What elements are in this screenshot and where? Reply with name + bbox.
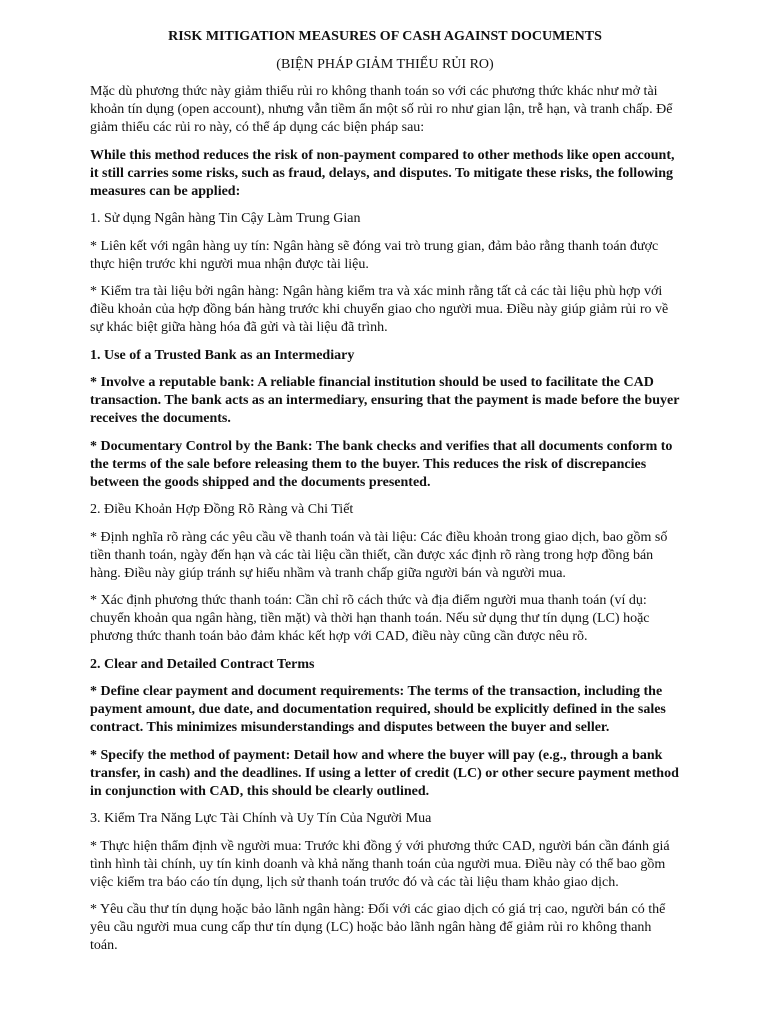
document-page [90, 24, 680, 955]
paragraph-3b-vi: * Yêu cầu thư tín dụng hoặc bảo lãnh ngân hàng: Đối với các giao dịch có giá trị cao, người bán có thể yêu cầu người mua cung cấp thư tín dụng (LC) hoặc bảo lãnh ngân hàng để giảm rủi ro không thanh toán. [90, 902, 666, 953]
paragraph-intro-en: While this method reduces the risk of non-payment compared to other methods like open account, it still carries some risks, such as fraud, delays, and disputes. To mitigate these risks, the following measures can be applied: [90, 147, 675, 199]
heading-1-vi: 1. Sử dụng Ngân hàng Tin Cậy Làm Trung Gian [90, 211, 361, 226]
heading-3-vi: 3. Kiểm Tra Năng Lực Tài Chính và Uy Tín Của Người Mua [90, 811, 432, 826]
paragraph-1a-vi: * Liên kết với ngân hàng uy tín: Ngân hàng sẽ đóng vai trò trung gian, đảm bảo rằng thanh toán được thực hiện trước khi người mua nhận được tài liệu. [90, 238, 659, 272]
paragraph-2a-en: * Define clear payment and document requirements: The terms of the transaction, including the payment amount, due date, and documentation required, should be explicitly defined in the sales contract. This minimizes misunderstandings and disputes between the buyer and seller. [90, 684, 666, 735]
document-subtitle: (BIỆN PHÁP GIẢM THIỂU RỦI RO) [276, 57, 494, 72]
paragraph-1b-vi: * Kiểm tra tài liệu bởi ngân hàng: Ngân hàng kiểm tra và xác minh rằng tất cả các tài liệu phù hợp với điều khoản của hợp đồng bán hàng trước khi chuyển giao cho người mua. Điều này giúp giảm rủi ro về sự khác biệt giữa hàng hóa đã gửi và tài liệu đã trình. [90, 284, 669, 335]
paragraph-2b-en: * Specify the method of payment: Detail how and where the buyer will pay (e.g., through a bank transfer, in cash) and the deadlines. If using a letter of credit (LC) or other secure payment method in conjunction with CAD, this should be clearly outlined. [90, 747, 679, 799]
heading-2-en: 2. Clear and Detailed Contract Terms [90, 656, 315, 672]
paragraph-2b-vi: * Xác định phương thức thanh toán: Cần chỉ rõ cách thức và địa điểm người mua thanh toán (ví dụ: chuyển khoản qua ngân hàng, tiền mặt) và thời hạn thanh toán. Nếu sử dụng thư tín dụng (LC) hoặc phương thức thanh toán bảo đảm khác kết hợp với CAD, điều này cũng cần được nêu rõ. [90, 593, 650, 644]
heading-1-en: 1. Use of a Trusted Bank as an Intermediary [90, 347, 355, 363]
paragraph-1a-en: * Involve a reputable bank: A reliable financial institution should be used to facilitate the CAD transaction. The bank acts as an intermediary, ensuring that the payment is made before the buyer receives the documents. [90, 375, 680, 426]
paragraph-1b-en: * Documentary Control by the Bank: The bank checks and verifies that all documents conform to the terms of the sale before releasing them to the buyer. This reduces the risk of discrepancies between the goods shipped and the documents presented. [90, 438, 673, 490]
heading-2-vi: 2. Điều Khoản Hợp Đồng Rõ Ràng và Chi Tiết [90, 502, 354, 517]
paragraph-2a-vi: * Định nghĩa rõ ràng các yêu cầu về thanh toán và tài liệu: Các điều khoản trong giao dịch, bao gồm số tiền thanh toán, ngày đến hạn và các tài liệu cần thiết, cần được xác định rõ ràng trong hợp đồng bán hàng. Điều này giúp tránh sự hiểu nhầm và tranh chấp giữa người bán và người mua. [90, 529, 668, 581]
paragraph-intro-vi: Mặc dù phương thức này giảm thiểu rủi ro không thanh toán so với các phương thức khác như mở tài khoản tín dụng (open account), nhưng vẫn tiềm ẩn một số rủi ro như gian lận, trễ hạn, và tranh chấp. Để giảm thiểu các rủi ro này, có thể áp dụng các biện pháp sau: [90, 84, 673, 135]
document-title: RISK MITIGATION MEASURES OF CASH AGAINST DOCUMENTS [168, 29, 602, 44]
paragraph-3a-vi: * Thực hiện thẩm định về người mua: Trước khi đồng ý với phương thức CAD, người bán cần đánh giá tình hình tài chính, uy tín kinh doanh và khả năng thanh toán của người mua. Điều này có thể bao gồm việc kiểm tra báo cáo tín dụng, lịch sử thanh toán trước đó và các tài liệu tham khảo giao dịch. [90, 838, 670, 890]
